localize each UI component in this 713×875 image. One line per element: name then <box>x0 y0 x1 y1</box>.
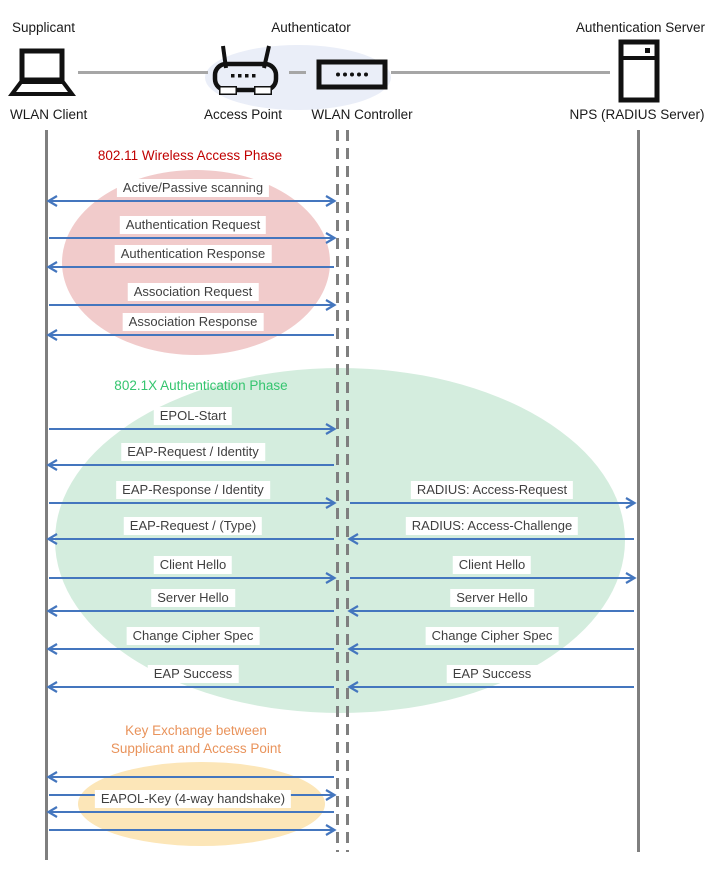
message-label: Server Hello <box>151 589 235 607</box>
role-authentication-server-label: Authentication Server <box>575 20 705 35</box>
node-wlan-client-label: WLAN Client <box>10 107 88 122</box>
message-label: Authentication Request <box>120 216 266 234</box>
phase-8021x-title: 802.1X Authentication Phase <box>114 378 288 393</box>
node-access-point-label: Access Point <box>203 107 283 122</box>
message-label: Association Request <box>128 283 259 301</box>
message-label: EAP Success <box>447 665 538 683</box>
phase-key-exchange-title-line2: Supplicant and Access Point <box>110 741 282 756</box>
node-wlan-controller-label: WLAN Controller <box>311 107 413 122</box>
message-label: Change Cipher Spec <box>426 627 559 645</box>
message-label: RADIUS: Access-Challenge <box>406 517 578 535</box>
phase-key-exchange-title-line1: Key Exchange between <box>125 723 267 738</box>
node-nps-radius-server-label: NPS (RADIUS Server) <box>569 107 705 122</box>
message-label: Change Cipher Spec <box>127 627 260 645</box>
message-label: EAP Success <box>148 665 239 683</box>
message-label: Association Response <box>123 313 264 331</box>
message-label: Client Hello <box>453 556 531 574</box>
message-label: EAP-Request / (Type) <box>124 517 262 535</box>
message-label: Server Hello <box>450 589 534 607</box>
role-authenticator-label: Authenticator <box>271 20 351 35</box>
role-supplicant-label: Supplicant <box>12 20 76 35</box>
message-label: EPOL-Start <box>154 407 232 425</box>
message-label: EAP-Response / Identity <box>116 481 270 499</box>
message-label: Client Hello <box>154 556 232 574</box>
message-label: RADIUS: Access-Request <box>411 481 573 499</box>
message-label: EAP-Request / Identity <box>121 443 265 461</box>
phase-80211-title: 802.11 Wireless Access Phase <box>97 148 283 163</box>
message-label: Active/Passive scanning <box>117 179 269 197</box>
message-label: EAPOL-Key (4-way handshake) <box>95 790 291 808</box>
message-label: Authentication Response <box>115 245 272 263</box>
